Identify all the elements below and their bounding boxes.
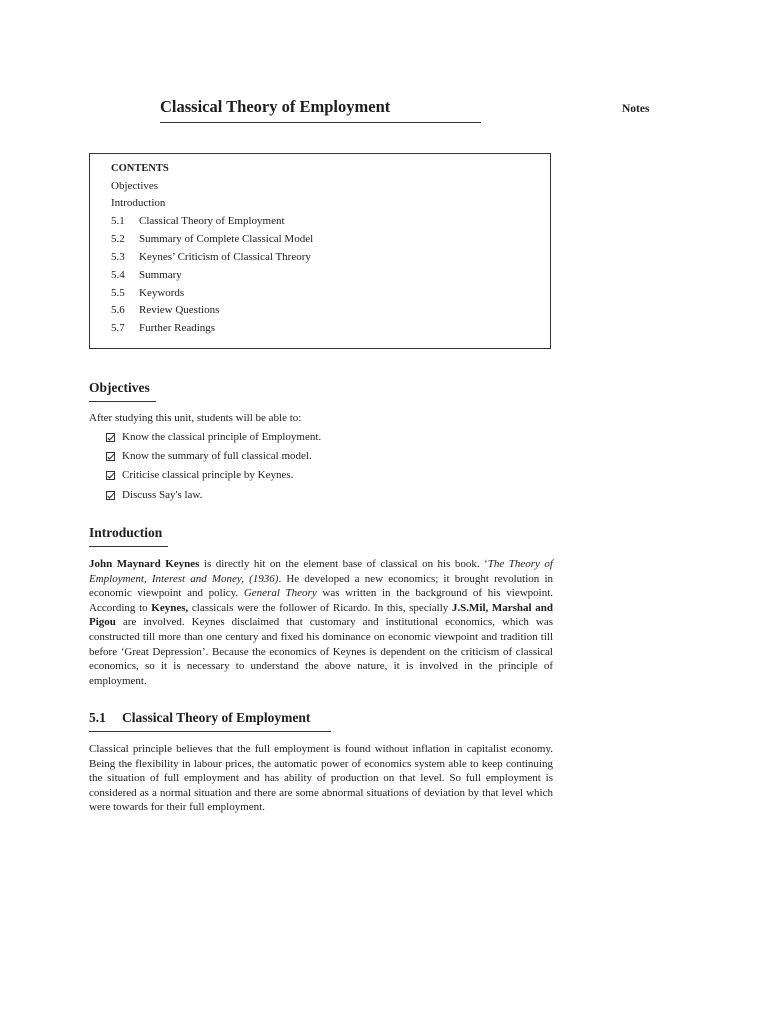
toc-objectives: Objectives <box>111 180 159 192</box>
checkbox-bullet-icon <box>106 452 115 461</box>
objective-text: Know the classical principle of Employment. <box>122 431 322 443</box>
book-title-short: General Theory <box>243 587 317 600</box>
notes-label: Notes <box>622 103 650 115</box>
toc-item <box>111 303 219 317</box>
introduction-heading: Introduction <box>89 524 168 547</box>
toc-item-label: Further Readings <box>139 322 216 334</box>
toc-item-label: Keywords <box>139 287 185 299</box>
author-name: John Maynard Keynes <box>89 558 200 570</box>
objective-text: Discuss Say's law. <box>122 489 203 501</box>
toc-item <box>111 321 215 335</box>
toc-item-label: Summary <box>139 269 182 281</box>
objective-text: Criticise classical principle by Keynes. <box>122 469 294 481</box>
toc-item-label: Review Questions <box>139 304 220 316</box>
objective-bullet <box>106 430 321 444</box>
toc-item <box>111 286 184 300</box>
introduction-paragraph <box>89 557 553 688</box>
section-5-1-heading <box>89 709 331 732</box>
checkbox-bullet-icon <box>106 491 115 500</box>
toc-item-number: 5.7 <box>111 322 125 334</box>
intro-text: is directly hit on the element base of classical on his book. ‘ <box>199 558 488 570</box>
toc-item <box>111 250 311 264</box>
intro-text: classicals were the follower of Ricardo. In this, specially <box>188 601 452 614</box>
section-number: 5.1 <box>89 710 106 725</box>
objectives-heading: Objectives <box>89 379 156 402</box>
toc-item-label: Summary of Complete Classical Model <box>139 233 314 245</box>
objectives-intro: After studying this unit, students will be able to: <box>89 412 302 424</box>
toc-item-number: 5.5 <box>111 287 125 299</box>
toc-item-label: Keynes’ Criticism of Classical Threory <box>139 251 311 263</box>
contents-heading: CONTENTS <box>111 163 169 174</box>
checkbox-bullet-icon <box>106 471 115 480</box>
page-title: Classical Theory of Employment <box>160 97 481 123</box>
objective-bullet <box>106 468 293 482</box>
intro-text: was written in the background of his viewpoint. According to <box>89 587 554 614</box>
intro-text: . He developed a new economics; it brought revolution in economic viewpoint and policy. <box>89 572 553 600</box>
keynes-name: Keynes, <box>151 601 189 614</box>
toc-item-number: 5.1 <box>111 215 125 227</box>
checkbox-bullet-icon <box>106 433 115 442</box>
section-title: Classical Theory of Employment <box>122 710 311 725</box>
toc-item <box>111 268 182 282</box>
toc-introduction: Introduction <box>111 197 166 209</box>
toc-item-number: 5.3 <box>111 251 125 263</box>
toc-item-number: 5.6 <box>111 304 125 316</box>
objective-bullet <box>106 449 312 463</box>
toc-item-label: Classical Theory of Employment <box>139 215 285 227</box>
toc-item <box>111 214 285 228</box>
section-5-1-paragraph: Classical principle believes that the full employment is found without inflation in capitalist economy. Being the flexibility in labour prices, the automatic power of economics system able to keep continuing the situation of full employment and has ability of production on that level. So full employment is considered as a normal situation and there are some abnormal situations of deviation by that level which were towards for their full employment. <box>89 743 553 814</box>
toc-item-number: 5.4 <box>111 269 125 281</box>
objective-text: Know the summary of full classical model. <box>122 450 312 462</box>
intro-text: are involved. Keynes disclaimed that customary and institutional economics, which was constructed till more than one century and fixed his dominance on economic viewpoint and tradition till before ‘Great Depression’. Because the economics of Keynes is dependent on the criticism of classical economics, so it is necessary to understand the above nature, it is involved in the principle of employment. <box>89 616 553 687</box>
toc-item <box>111 232 313 246</box>
objective-bullet <box>106 488 202 502</box>
book-title: The Theory of Employment, Interest and Money, (1936) <box>89 558 553 585</box>
toc-item-number: 5.2 <box>111 233 125 245</box>
economists-names: J.S.Mil, Marshal and Pigou <box>89 601 553 629</box>
